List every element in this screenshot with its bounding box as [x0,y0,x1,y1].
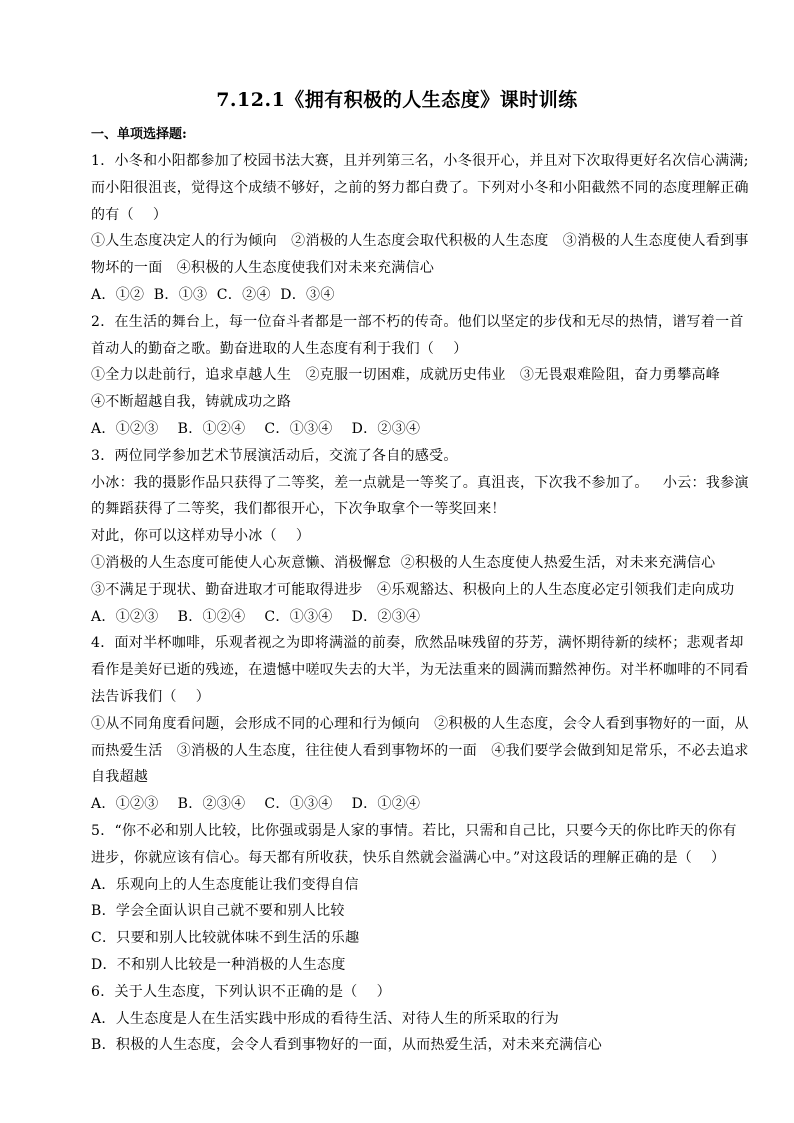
question-text-line: 的有（ ） [91,206,168,223]
question-6 [91,979,763,1059]
question-text-line: 2．在生活的舞台上，每一位奋斗者都是一部不朽的传奇。他们以坚定的步伐和无尽的热情，谱写着一首 [91,313,744,330]
question-text-line: B．积极的人生态度，会令人看到事物好的一面，从而热爱生活，对未来充满信心 [91,1037,603,1054]
question-text-line: ①全力以赴前行，追求卓越人生 ②克服一切困难，成就历史伟业 ③无畏艰难险阻，奋力勇攀高峰 [91,367,721,384]
question-text-line: 进步，你就应该有信心。每天都有所收获，快乐自然就会溢满心中。”对这段话的理解正确的是（ ） [91,849,726,866]
question-text-line: A．人生态度是人在生活实践中形成的看待生活、对待人生的所采取的行为 [91,1010,560,1027]
question-text-line: 法告诉我们（ ） [91,688,211,705]
question-text-line: 的舞蹈获得了二等奖，我们都很开心，下次争取拿个一等奖回来！ [91,501,506,518]
question-list [91,148,763,1059]
question-text-line: 小冰：我的摄影作品只获得了二等奖，差一点就是一等奖了。真沮丧，下次我不参加了。 小云：我参演 [91,474,749,491]
question-text-line: ①消极的人生态度可能使人心灰意懒、消极懈怠 ②积极的人生态度使人热爱生活，对未来充满信心 [91,554,716,571]
question-text-line: 而热爱生活 ③消极的人生态度，往往使人看到事物坏的一面 ④我们要学会做到知足常乐，不必去追求 [91,742,749,759]
question-4 [91,630,763,818]
question-text-line: C．只要和别人比较就体味不到生活的乐趣 [91,930,360,947]
question-1 [91,148,763,309]
question-text-line: A．①②③ B．①②④ C．①③④ D．②③④ [91,420,421,437]
section-heading: 一、单项选择题: [91,127,187,142]
question-text-line: 6．关于人生态度，下列认识不正确的是（ ） [91,983,391,1000]
question-text-line: 首动人的勤奋之歌。勤奋进取的人生态度有利于我们（ ） [91,340,468,357]
question-text-line: 物坏的一面 ④积极的人生态度使我们对未来充满信心 [91,260,435,277]
question-text-line: A．①②③ B．②③④ C．①③④ D．①②④ [91,796,421,813]
question-3 [91,443,763,631]
question-text-line: 5．“你不必和别人比较，比你强或弱是人家的事情。若比，只需和自己比，只要今天的你比昨天的你有 [91,822,737,839]
question-text-line: 看作是美好已逝的残迹，在遗憾中嗟叹失去的大半，为无法重来的圆满而黯然神伤。对半杯咖啡的不同看 [91,662,749,679]
question-text-line: ①人生态度决定人的行为倾向 ②消极的人生态度会取代积极的人生态度 ③消极的人生态度使人看到事 [91,233,749,250]
question-text-line: 对此，你可以这样劝导小冰（ ） [91,528,311,545]
question-text-line: 3．两位同学参加艺术节展演活动后，交流了各自的感受。 [91,447,458,464]
question-text-line: 而小阳很沮丧，觉得这个成绩不够好，之前的努力都白费了。下列对小冬和小阳截然不同的态度理解正确 [91,179,749,196]
question-5 [91,818,763,979]
question-text-line: B．学会全面认识自己就不要和别人比较 [91,903,345,920]
document-title: 7.12.1《拥有积极的人生态度》课时训练 [216,89,578,111]
question-text-line: ④不断超越自我，铸就成功之路 [91,394,292,411]
question-text-line: 自我超越 [91,769,149,786]
question-text-line: A．乐观向上的人生态度能让我们变得自信 [91,876,359,893]
question-text-line: 4．面对半杯咖啡，乐观者视之为即将满溢的前奏，欣然品味残留的芬芳，满怀期待新的续杯；悲观者却 [91,635,744,652]
question-text-line: ③不满足于现状、勤奋进取才可能取得进步 ④乐观豁达、积极向上的人生态度必定引领我们走向成功 [91,581,735,598]
question-2 [91,309,763,443]
document-body [91,122,763,1059]
question-text-line: D．不和别人比较是一种消极的人生态度 [91,956,346,973]
question-text-line: ①从不同角度看问题，会形成不同的心理和行为倾向 ②积极的人生态度，会令人看到事物好的一面，从 [91,715,749,732]
question-text-line: A．①②③ B．①②④ C．①③④ D．②③④ [91,608,421,625]
question-text-line: A．①② B．①③ C．②④ D．③④ [91,286,335,303]
question-text-line: 1．小冬和小阳都参加了校园书法大赛，且并列第三名，小冬很开心，并且对下次取得更好名次信心满满; [91,153,749,169]
